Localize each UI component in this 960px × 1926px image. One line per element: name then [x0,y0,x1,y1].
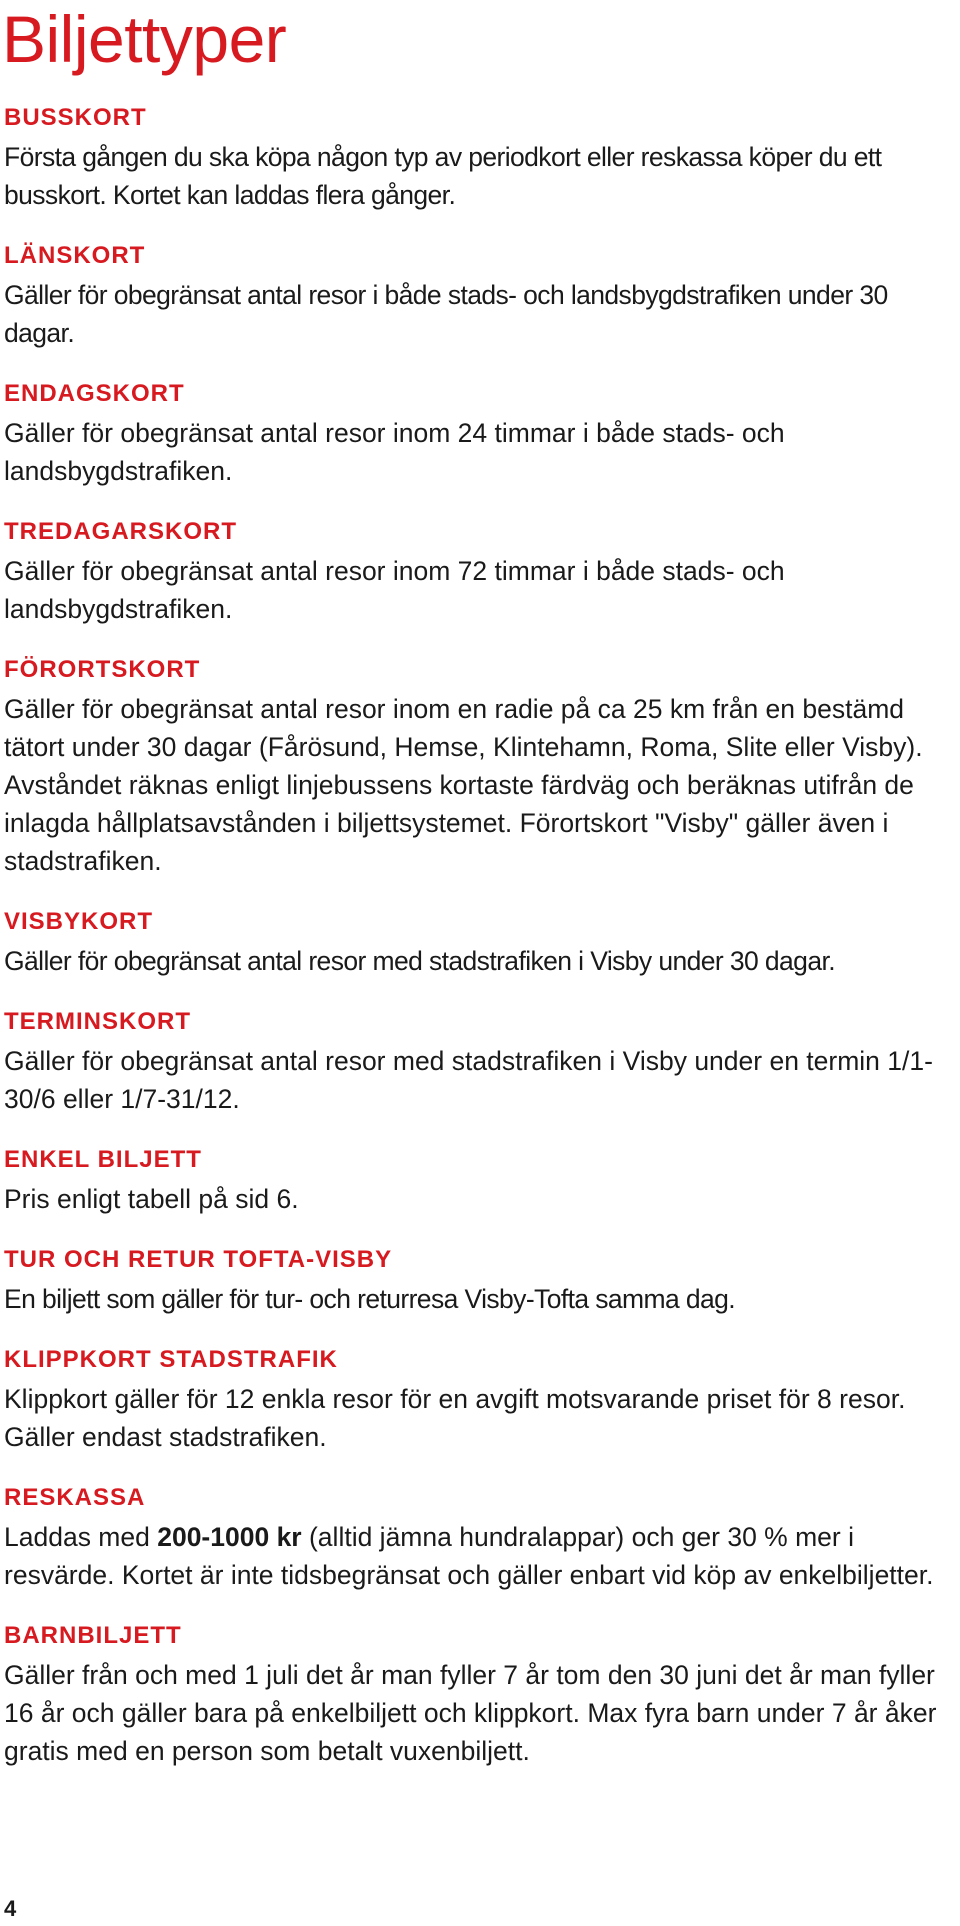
section-body: Första gången du ska köpa någon typ av periodkort eller reskassa köper du ett busskort. Kortet kan laddas flera gånger. [4,142,882,210]
section-body: Gäller från och med 1 juli det år man fyller 7 år tom den 30 juni det år man fyller 16 år och gäller bara på enkelbiljett och klippkort. Max fyra barn under 7 år åker gratis med en person som betalt vuxenbiljett. [4,1660,937,1766]
section-forortskort [4,654,954,880]
section-tredagarskort [4,516,954,628]
section-body: Klippkort gäller för 12 enkla resor för en avgift motsvarande priset för 8 resor. Gäller endast stadstrafiken. [4,1384,906,1452]
section-body [4,1518,954,1594]
section-enkel-biljett [4,1144,954,1218]
amount-range: 200-1000 kr [157,1522,302,1552]
section-body: Pris enligt tabell på sid 6. [4,1184,299,1214]
section-endagskort [4,378,954,490]
page-number: 4 [4,1896,17,1921]
section-barnbiljett [4,1620,954,1770]
section-terminskort [4,1006,954,1118]
ticket-types-list [4,102,954,1796]
section-heading: TREDAGARSKORT [4,518,237,545]
section-heading: TERMINSKORT [4,1008,191,1035]
section-heading: VISBYKORT [4,908,154,935]
section-heading: TUR OCH RETUR TOFTA-VISBY [4,1246,393,1273]
section-visbykort [4,906,954,980]
body-text: (alltid jämna hundralappar) och ger 30 % mer i resvärde. Kortet är inte tidsbegränsat och gäller enbart vid köp av enkelbiljetter. [4,1522,934,1590]
section-reskassa [4,1482,954,1594]
section-lanskort [4,240,954,352]
section-klippkort [4,1344,954,1456]
section-heading: BARNBILJETT [4,1622,182,1649]
section-heading: ENKEL BILJETT [4,1146,202,1173]
section-body: Gäller för obegränsat antal resor i både stads- och landsbygdstrafiken under 30 dagar. [4,280,888,348]
page-title: Biljettyper [2,2,287,76]
section-heading: ENDAGSKORT [4,380,185,407]
section-heading: RESKASSA [4,1484,146,1511]
section-body: Gäller för obegränsat antal resor inom 72 timmar i både stads- och landsbygdstrafiken. [4,556,785,624]
section-body: Gäller för obegränsat antal resor inom 24 timmar i både stads- och landsbygdstrafiken. [4,418,785,486]
body-text: Laddas med [4,1522,158,1552]
section-busskort [4,102,954,214]
section-heading: KLIPPKORT STADSTRAFIK [4,1346,338,1373]
section-heading: LÄNSKORT [4,242,146,269]
section-heading: FÖRORTSKORT [4,656,201,683]
section-heading: BUSSKORT [4,104,147,131]
section-body: Gäller för obegränsat antal resor med stadstrafiken i Visby under 30 dagar. [4,946,835,976]
section-body: Gäller för obegränsat antal resor inom en radie på ca 25 km från en bestämd tätort under 30 dagar (Fårösund, Hemse, Klintehamn, Roma, Slite eller Visby). Avståndet räknas enligt linjebussens kortaste färdväg och beräknas utifrån de inlagda hållplatsavstånden i biljettsystemet. Förortskort "Visby" gäller även i stadstrafiken. [4,694,923,876]
section-body: En biljett som gäller för tur- och returresa Visby-Tofta samma dag. [4,1284,736,1314]
section-tur-och-retur [4,1244,954,1318]
section-body: Gäller för obegränsat antal resor med stadstrafiken i Visby under en termin 1/1-30/6 eller 1/7-31/12. [4,1046,933,1114]
